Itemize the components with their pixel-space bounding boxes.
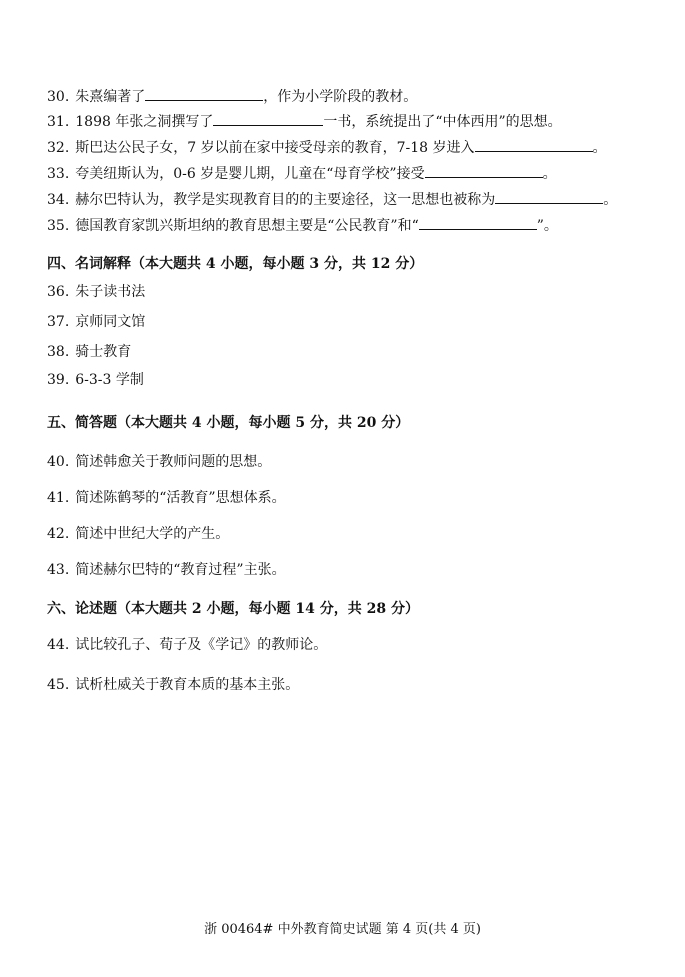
question-37 xyxy=(47,313,145,331)
question-text: 德国教育家凯兴斯坦纳的教育思想主要是“公民教育”和“ xyxy=(75,218,419,234)
answer-blank xyxy=(145,86,263,101)
answer-blank xyxy=(425,163,543,178)
question-number: 30. xyxy=(47,89,70,105)
question-30 xyxy=(47,86,417,106)
question-text: 骑士教育 xyxy=(75,344,132,360)
question-text: 简述韩愈关于教师问题的思想。 xyxy=(75,454,272,470)
question-number: 31. xyxy=(47,114,70,130)
question-number: 32. xyxy=(47,140,70,156)
question-number: 38. xyxy=(47,344,70,360)
question-text: 6-3-3 学制 xyxy=(75,372,144,388)
question-number: 41. xyxy=(47,490,70,506)
question-text: 试比较孔子、荀子及《学记》的教师论。 xyxy=(75,637,328,653)
question-33 xyxy=(47,163,557,183)
page-footer: 浙 00464# 中外教育简史试题 第 4 页(共 4 页) xyxy=(204,922,481,937)
section-6-title: 六、论述题（本大题共 2 小题，每小题 14 分，共 28 分） xyxy=(47,601,419,617)
question-text-tail: 。 xyxy=(592,140,607,156)
question-number: 42. xyxy=(47,526,70,542)
question-number: 33. xyxy=(47,166,70,182)
answer-blank xyxy=(213,111,323,126)
question-41 xyxy=(47,489,286,507)
question-text: 试析杜威关于教育本质的基本主张。 xyxy=(75,677,300,693)
question-text: 斯巴达公民子女，7 岁以前在家中接受母亲的教育，7-18 岁进入 xyxy=(75,140,475,156)
question-36 xyxy=(47,283,145,301)
question-text-tail: 。 xyxy=(542,166,557,182)
question-number: 37. xyxy=(47,314,70,330)
answer-blank xyxy=(419,215,537,230)
question-number: 44. xyxy=(47,637,70,653)
question-32 xyxy=(47,137,607,157)
question-35 xyxy=(47,215,558,235)
question-text: 朱子读书法 xyxy=(75,284,146,300)
question-text: 简述中世纪大学的产生。 xyxy=(75,526,230,542)
question-text-tail: 。 xyxy=(603,192,618,208)
question-42 xyxy=(47,525,229,543)
question-text: 朱熹编著了 xyxy=(75,89,146,105)
section-4-title: 四、名词解释（本大题共 4 小题，每小题 3 分，共 12 分） xyxy=(47,256,424,272)
answer-blank xyxy=(495,189,603,204)
question-40 xyxy=(47,453,271,471)
question-43 xyxy=(47,561,286,579)
answer-blank xyxy=(475,137,593,152)
question-34 xyxy=(47,189,617,209)
question-38 xyxy=(47,343,131,361)
question-text-tail: 一书，系统提出了“中体西用”的思想。 xyxy=(323,114,562,130)
section-5-title: 五、简答题（本大题共 4 小题，每小题 5 分，共 20 分） xyxy=(47,415,410,431)
question-44 xyxy=(47,636,327,654)
question-number: 45. xyxy=(47,677,70,693)
question-number: 40. xyxy=(47,454,70,470)
question-number: 39. xyxy=(47,372,70,388)
question-39 xyxy=(47,371,144,389)
question-text: 京师同文馆 xyxy=(75,314,146,330)
question-text: 赫尔巴特认为，教学是实现教育目的的主要途径，这一思想也被称为 xyxy=(75,192,496,208)
question-number: 43. xyxy=(47,562,70,578)
question-text-tail: ”。 xyxy=(536,218,558,234)
question-text: 简述陈鹤琴的“活教育”思想体系。 xyxy=(75,490,286,506)
question-number: 34. xyxy=(47,192,70,208)
question-text: 1898 年张之洞撰写了 xyxy=(75,114,214,130)
question-number: 35. xyxy=(47,218,70,234)
question-31 xyxy=(47,111,562,131)
question-number: 36. xyxy=(47,284,70,300)
question-45 xyxy=(47,676,299,694)
question-text-tail: ，作为小学阶段的教材。 xyxy=(263,89,418,105)
question-text: 夸美纽斯认为，0-6 岁是婴儿期，儿童在“母育学校”接受 xyxy=(75,166,425,182)
question-text: 简述赫尔巴特的“教育过程”主张。 xyxy=(75,562,286,578)
